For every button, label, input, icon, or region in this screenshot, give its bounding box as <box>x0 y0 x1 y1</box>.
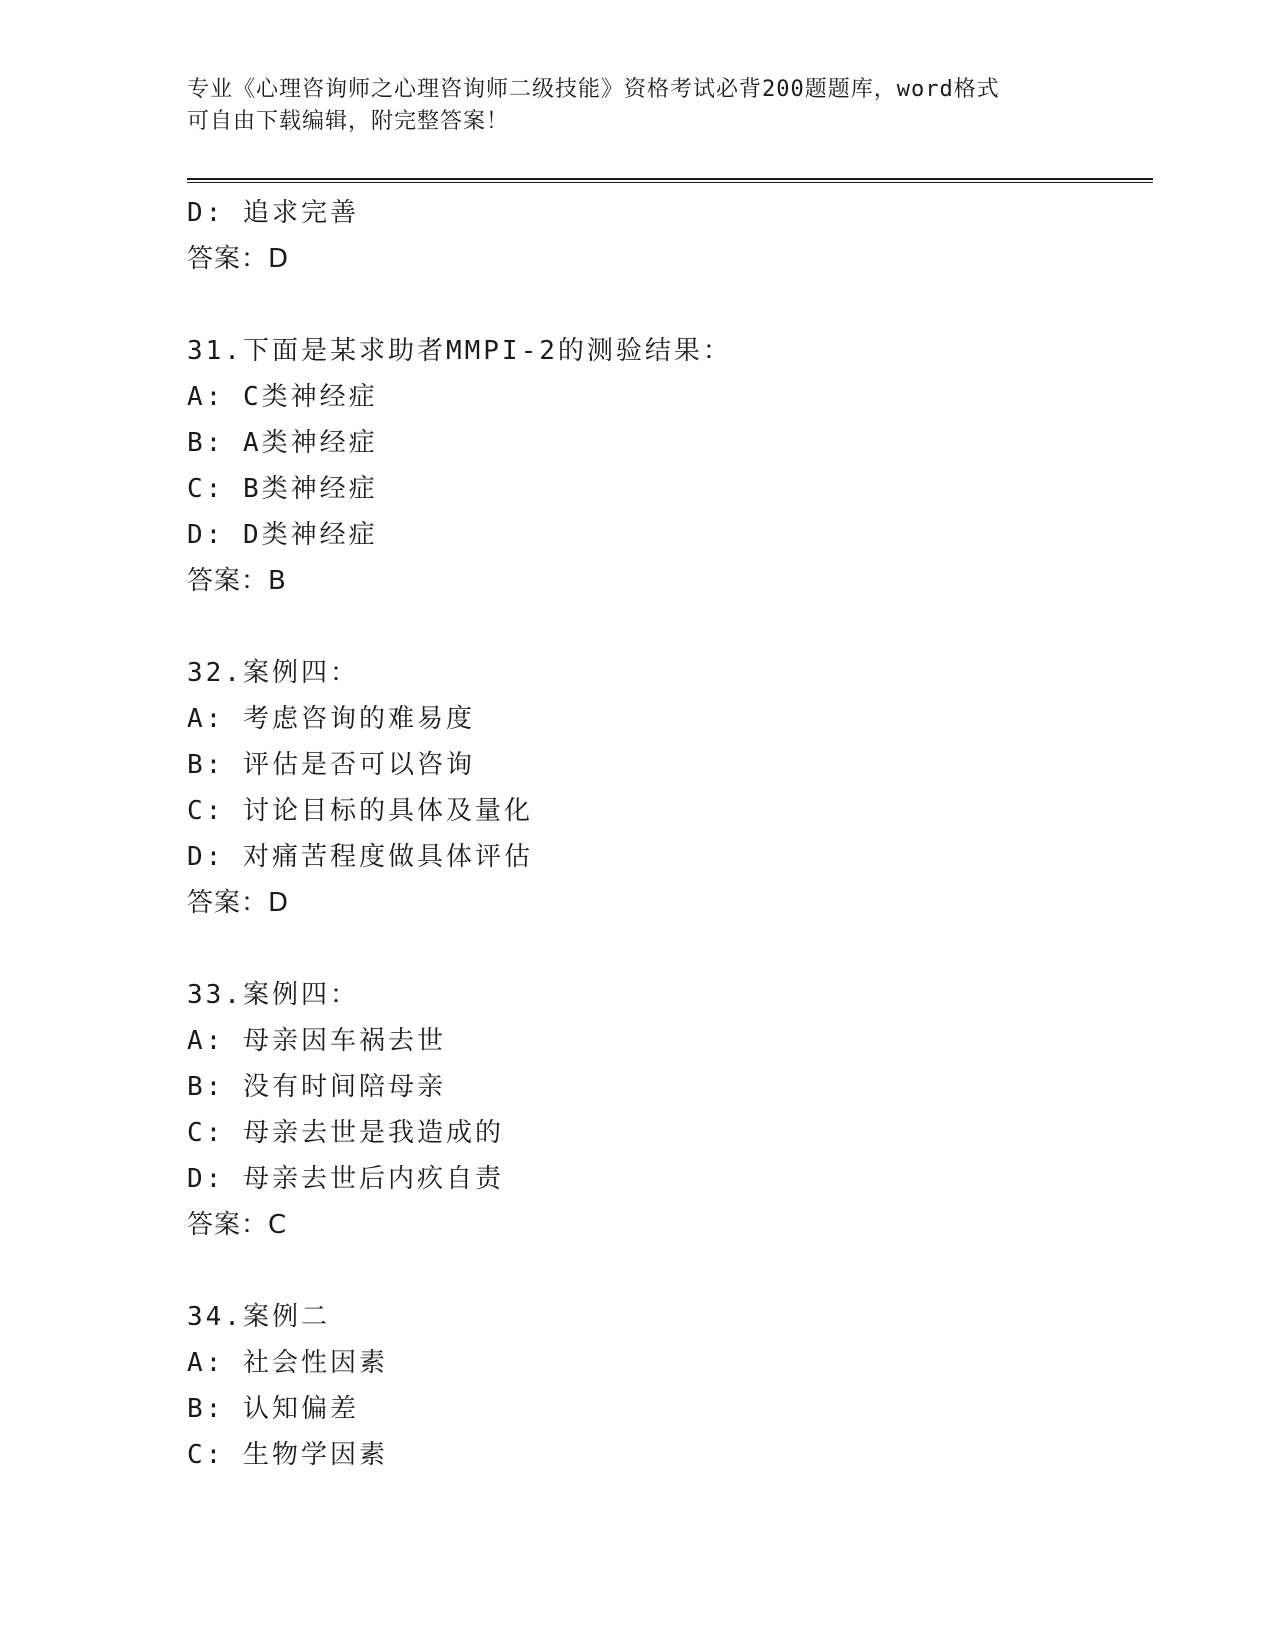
header-title-line-2: 可自由下载编辑，附完整答案！ <box>187 109 510 134</box>
answer-line: 答案：B <box>187 566 287 596</box>
answer-line: 答案：D <box>187 244 290 274</box>
question-list <box>187 190 1147 1478</box>
question-stem: 32.案例四： <box>187 658 359 688</box>
option-d: D: 母亲去世后内疚自责 <box>187 1164 504 1194</box>
question-33 <box>187 972 1147 1248</box>
question-32 <box>187 650 1147 926</box>
option-b: B: 没有时间陪母亲 <box>187 1072 446 1102</box>
option-c: C: 生物学因素 <box>187 1440 388 1470</box>
option-a: A: 考虑咨询的难易度 <box>187 704 475 734</box>
header-title-line-1: 专业《心理咨询师之心理咨询师二级技能》资格考试必背200题题库，word格式 <box>187 77 1000 102</box>
option-b: B: 认知偏差 <box>187 1394 359 1424</box>
question-stem: 31.下面是某求助者MMPI-2的测验结果： <box>187 336 732 366</box>
previous-question-tail <box>187 190 1147 282</box>
option-a: A: C类神经症 <box>187 382 378 412</box>
option-a: A: 社会性因素 <box>187 1348 388 1378</box>
question-34 <box>187 1294 1147 1478</box>
question-31 <box>187 328 1147 604</box>
answer-line: 答案：D <box>187 888 290 918</box>
option-d: D: D类神经症 <box>187 520 378 550</box>
answer-line: 答案：C <box>187 1210 288 1240</box>
option-d: D: 对痛苦程度做具体评估 <box>187 842 533 872</box>
option-d: D: 追求完善 <box>187 198 359 228</box>
option-b: B: A类神经症 <box>187 428 378 458</box>
question-stem: 33.案例四： <box>187 980 359 1010</box>
option-c: C: 讨论目标的具体及量化 <box>187 796 533 826</box>
option-c: C: 母亲去世是我造成的 <box>187 1118 504 1148</box>
option-c: C: B类神经症 <box>187 474 378 504</box>
option-b: B: 评估是否可以咨询 <box>187 750 475 780</box>
question-stem: 34.案例二 <box>187 1302 330 1332</box>
document-header <box>187 74 1087 138</box>
header-divider <box>187 178 1153 183</box>
option-a: A: 母亲因车祸去世 <box>187 1026 446 1056</box>
